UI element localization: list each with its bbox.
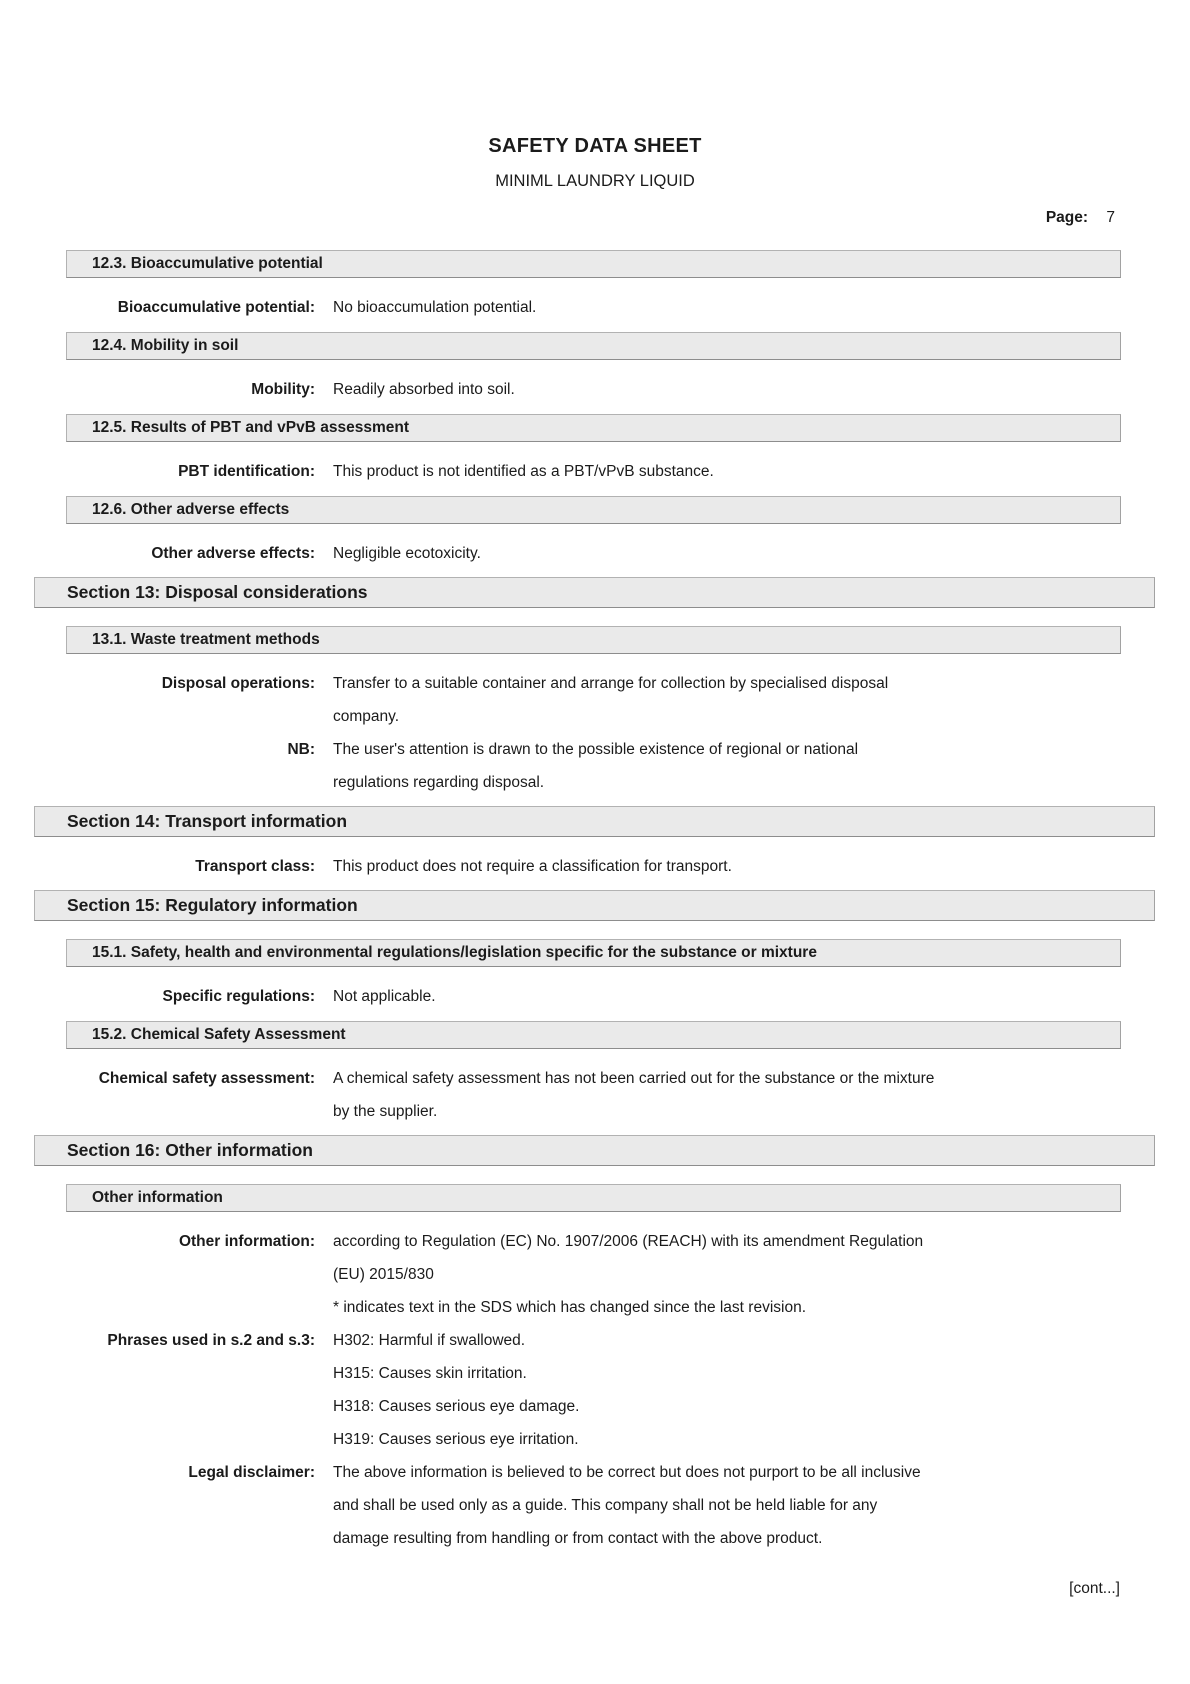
page-number-line [0,208,1190,228]
field-value: The above information is believed to be correct but does not purport to be all inclusive and shall be used only as a guide. This company shall not be held liable for any damage resulting from handling or from contact with the above product. [333,1464,921,1547]
field-value: No bioaccumulation potential. [333,299,537,316]
section-bar-14-transport: Section 14: Transport information [34,806,1155,837]
field-label: Phrases used in s.2 and s.3: [107,1332,315,1349]
field-label: Transport class: [195,858,315,875]
field-row-chemical-safety-assessment [0,1062,1190,1128]
page-label: Page: [1045,209,1089,226]
field-value: Not applicable. [333,988,436,1005]
subsection-bar-12-5: 12.5. Results of PBT and vPvB assessment [66,414,1121,442]
field-row-legal-disclaimer [0,1456,1190,1555]
field-label: Legal disclaimer: [188,1464,315,1481]
field-row-bioaccumulative [0,291,1190,324]
subsection-bar-12-6: 12.6. Other adverse effects [66,496,1121,524]
field-value: A chemical safety assessment has not been carried out for the substance or the mixture by the supplier. [333,1070,935,1120]
subsection-bar-12-4: 12.4. Mobility in soil [66,332,1121,360]
field-row-pbt-identification [0,455,1190,488]
field-label: Other adverse effects: [151,545,315,562]
subsection-bar-12-3: 12.3. Bioaccumulative potential [66,250,1121,278]
field-row-transport-class [0,850,1190,883]
field-value: This product does not require a classification for transport. [333,858,732,875]
field-row-disposal-operations [0,667,1190,733]
document-title: SAFETY DATA SHEET [488,135,702,157]
section-bar-13-disposal: Section 13: Disposal considerations [34,577,1155,608]
subsection-bar-15-2: 15.2. Chemical Safety Assessment [66,1021,1121,1049]
field-label: Chemical safety assessment: [98,1070,315,1087]
field-label: Specific regulations: [162,988,315,1005]
page-number: 7 [1106,209,1115,226]
field-value: H302: Harmful if swallowed. H315: Causes skin irritation. H318: Causes serious eye damage. H319: Causes serious eye irritation. [333,1332,580,1448]
field-label: NB: [287,741,315,758]
field-row-phrases [0,1324,1190,1456]
field-row-other-information [0,1225,1190,1324]
field-value: The user's attention is drawn to the possible existence of regional or national regulations regarding disposal. [333,741,859,791]
subsection-bar-other-information: Other information [66,1184,1121,1212]
field-value: Negligible ecotoxicity. [333,545,481,562]
subsection-bar-13-1: 13.1. Waste treatment methods [66,626,1121,654]
field-label: Mobility: [251,381,315,398]
field-row-mobility [0,373,1190,406]
product-name: MINIML LAUNDRY LIQUID [495,172,695,190]
field-row-other-adverse-effects [0,537,1190,570]
section-bar-15-regulatory: Section 15: Regulatory information [34,890,1155,921]
field-value: Readily absorbed into soil. [333,381,515,398]
field-label: Bioaccumulative potential: [117,299,315,316]
field-label: PBT identification: [178,463,315,480]
section-bar-16-other-information: Section 16: Other information [34,1135,1155,1166]
field-value: This product is not identified as a PBT/vPvB substance. [333,463,714,480]
field-label: Disposal operations: [161,675,315,692]
continuation-marker: [cont...] [1069,1580,1120,1597]
field-value: Transfer to a suitable container and arrange for collection by specialised disposal company. [333,675,889,725]
field-row-nb [0,733,1190,799]
field-label: Other information: [178,1233,315,1250]
field-row-specific-regulations [0,980,1190,1013]
subsection-bar-15-1: 15.1. Safety, health and environmental regulations/legislation specific for the substance or mixture [66,939,1121,967]
field-value: according to Regulation (EC) No. 1907/2006 (REACH) with its amendment Regulation (EU) 2015/830 * indicates text in the SDS which has changed since the last revision. [333,1233,924,1316]
